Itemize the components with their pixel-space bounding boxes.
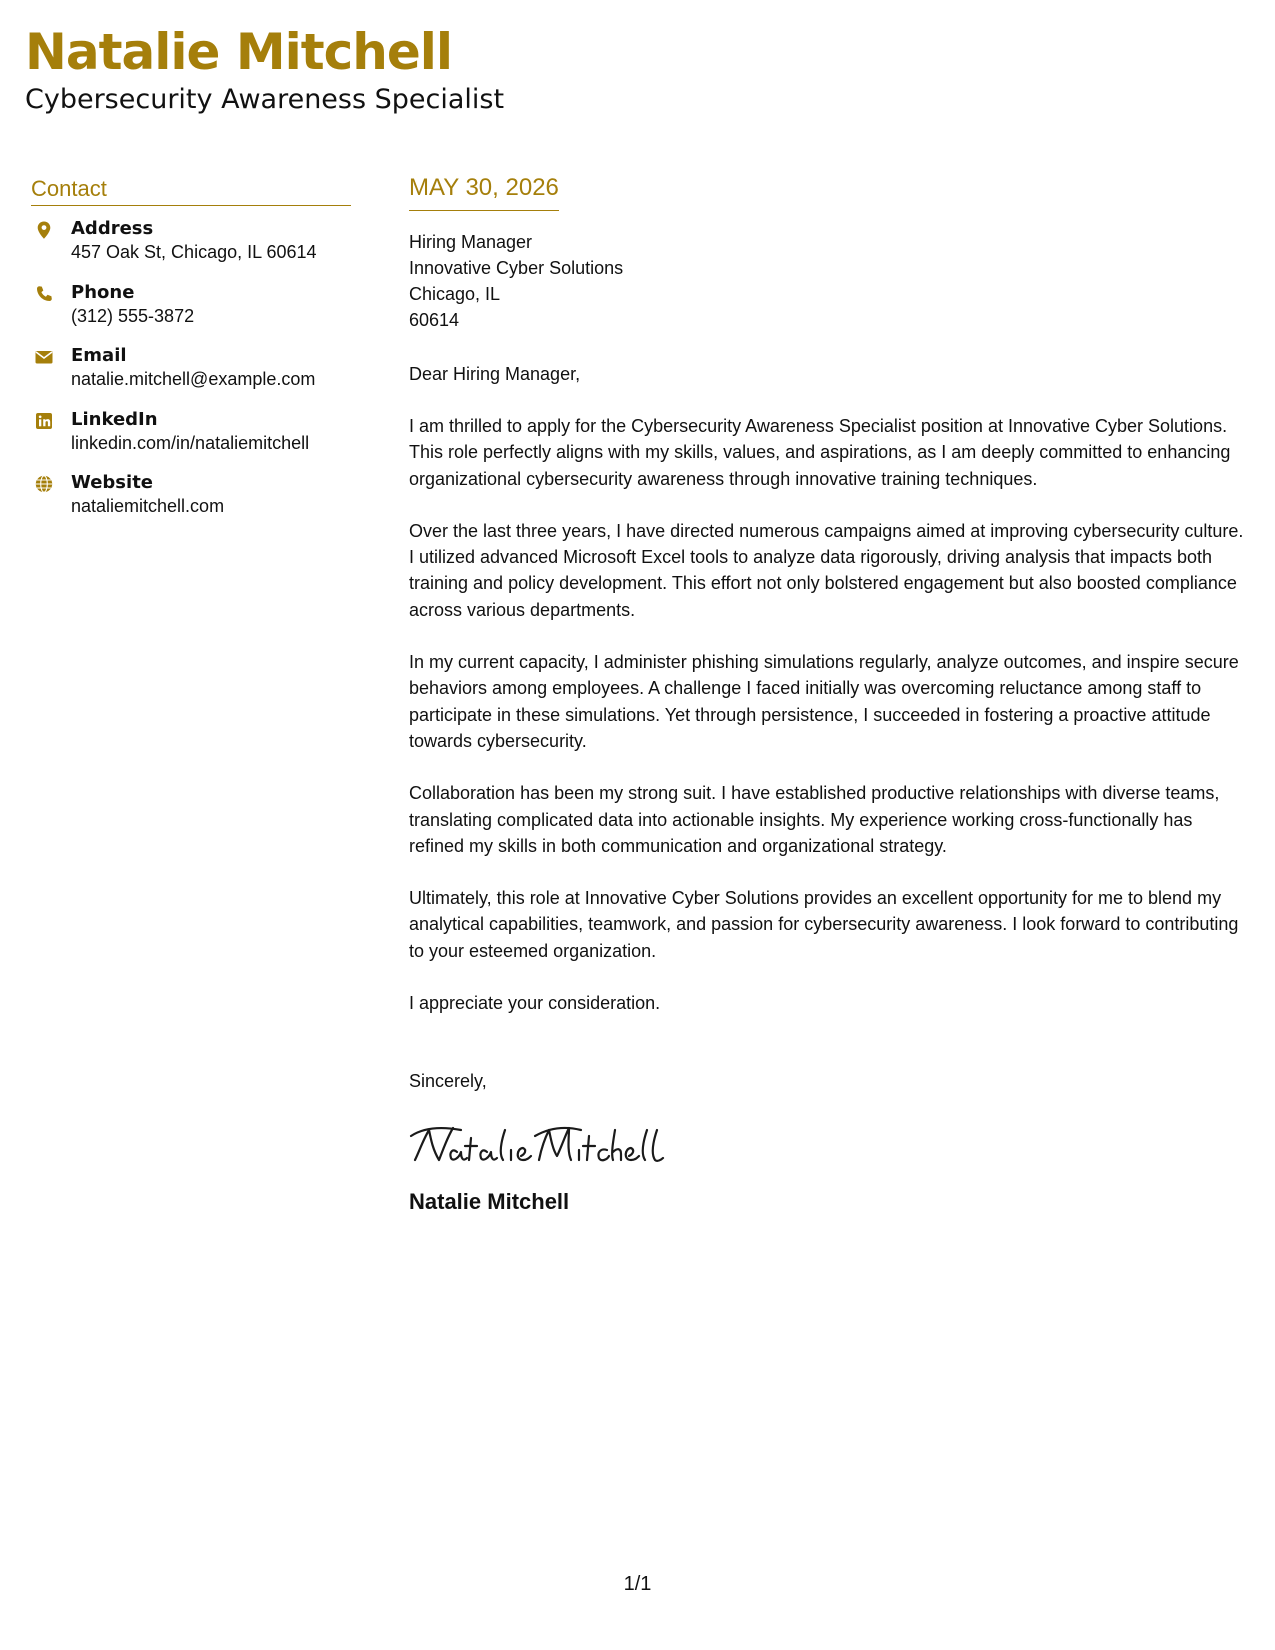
email-value: natalie.mitchell@example.com [71, 369, 316, 389]
envelope-icon [34, 347, 54, 367]
contact-label: Website [71, 472, 154, 493]
body-paragraph: In my current capacity, I administer phishing simulations regularly, analyze outcomes, and inspire secure behaviors among employees. A challenge I faced initially was overcoming reluctance among staff to participate in these simulations. Yet through persistence, I succeeded in fostering a proactive attitude towards cybersecurity. [409, 652, 1239, 751]
contact-item-website [31, 471, 351, 535]
phone-value: (312) 555-3872 [71, 305, 195, 326]
page-number: 1/1 [623, 1573, 652, 1595]
phone-icon [34, 284, 54, 304]
body-paragraph: Over the last three years, I have directed numerous campaigns aimed at improving cybersecurity culture. I utilized advanced Microsoft Excel tools to analyze data rigorously, driving analysis that impacts both training and policy development. This effort not only bolstered engagement but also boosted compliance across various departments. [409, 520, 1244, 620]
linkedin-icon [34, 411, 54, 431]
website-value: nataliemitchell.com [71, 496, 225, 516]
recipient-line: 60614 [409, 310, 460, 330]
body-paragraph: Collaboration has been my strong suit. I have established productive relationships with diverse teams, translating complicated data into actionable insights. My experience working cross-functionally has refined my skills in both communication and organizational strategy. [409, 783, 1220, 856]
handwritten-signature [409, 1122, 669, 1172]
recipient-line: Hiring Manager [409, 232, 533, 252]
cover-letter-body [409, 173, 1249, 1216]
contact-sidebar [31, 176, 351, 535]
applicant-title: Cybersecurity Awareness Specialist [25, 84, 505, 115]
contact-item-email [31, 344, 351, 408]
contact-item-phone [31, 281, 351, 345]
globe-icon [34, 474, 54, 494]
address-value: 457 Oak St, Chicago, IL 60614 [71, 242, 317, 262]
contact-label: Phone [71, 281, 135, 303]
body-paragraph: I appreciate your consideration. [409, 993, 661, 1014]
applicant-name: Natalie Mitchell [25, 23, 453, 81]
salutation: Dear Hiring Manager, [409, 364, 581, 384]
linkedin-value: linkedin.com/in/nataliemitchell [71, 432, 310, 453]
contact-list [31, 217, 351, 535]
body-paragraph: I am thrilled to apply for the Cybersecurity Awareness Specialist position at Innovative Cyber Solutions. This role perfectly aligns with my skills, values, and aspirations, as I am deeply committed to enhancing organizational cybersecurity awareness through innovative training techniques. [409, 416, 1231, 489]
recipient-block [409, 229, 1249, 333]
closing: Sincerely, [409, 1071, 487, 1092]
recipient-line: Innovative Cyber Solutions [409, 258, 624, 278]
contact-heading: Contact [31, 176, 351, 206]
map-pin-icon [34, 220, 54, 240]
contact-item-linkedin [31, 408, 351, 472]
contact-label: Address [71, 218, 154, 239]
recipient-line: Chicago, IL [409, 284, 501, 304]
contact-item-address [31, 217, 351, 281]
resume-header [25, 22, 504, 117]
contact-label: Email [71, 345, 127, 366]
letter-date: MAY 30, 2026 [409, 173, 559, 211]
body-paragraph: Ultimately, this role at Innovative Cyber Solutions provides an excellent opportunity for me to blend my analytical capabilities, teamwork, and passion for cybersecurity awareness. I look forward to contributing to your esteemed organization. [409, 888, 1239, 961]
contact-label: LinkedIn [71, 408, 158, 430]
signed-name: Natalie Mitchell [409, 1189, 570, 1215]
